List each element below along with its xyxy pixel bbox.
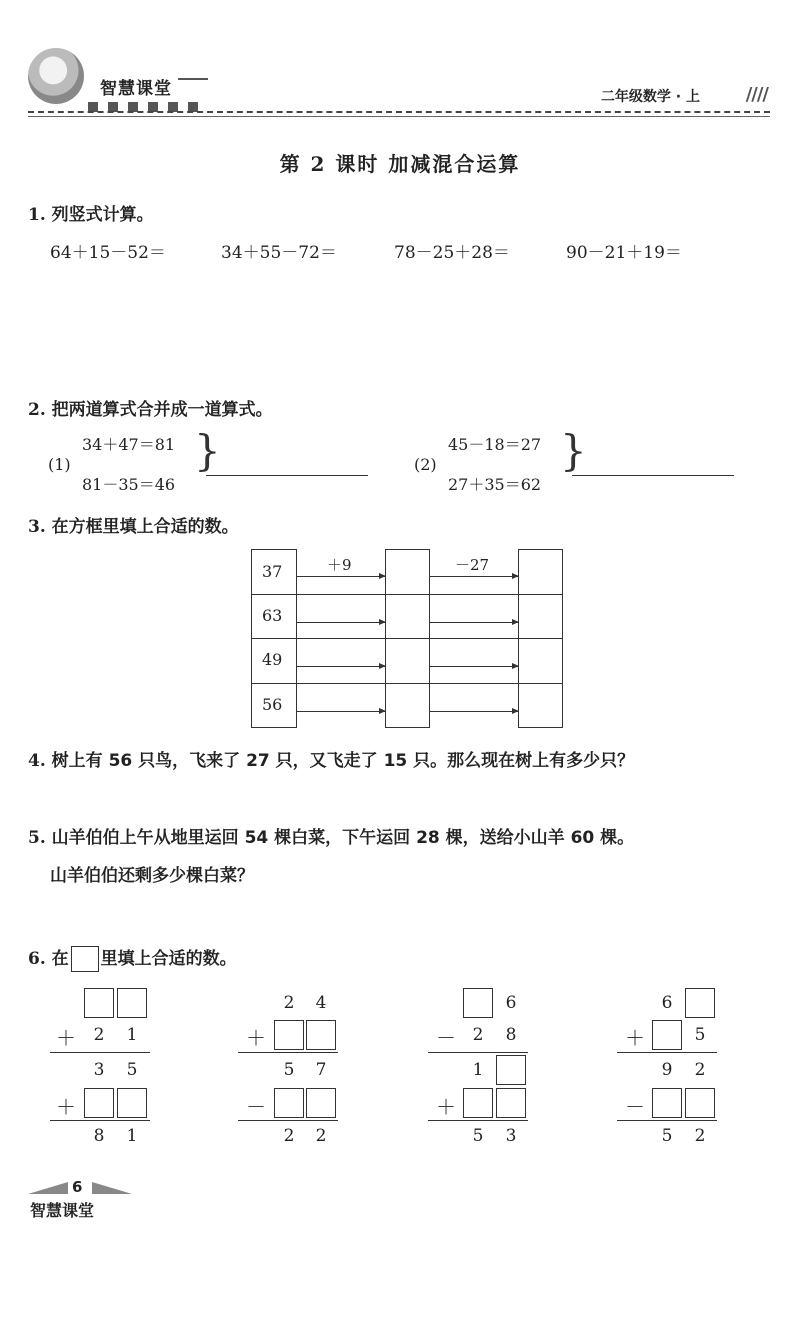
arrow-icon: [297, 622, 385, 623]
digit: 2: [93, 1025, 105, 1045]
arrow-icon: [297, 711, 385, 712]
digit: 1: [472, 1060, 484, 1080]
digit: 8: [93, 1126, 105, 1146]
digit: 3: [93, 1060, 105, 1080]
sum-line: [238, 1052, 338, 1053]
operator: ＋: [56, 1026, 76, 1050]
operator: －: [246, 1095, 266, 1119]
operator: －: [436, 1026, 456, 1050]
digit: 2: [315, 1126, 327, 1146]
answer-box[interactable]: [685, 988, 715, 1018]
answer-box[interactable]: [652, 1020, 682, 1050]
q2-part2-label: (2): [414, 455, 437, 474]
answer-box[interactable]: [496, 1055, 526, 1085]
digit: 5: [126, 1060, 138, 1080]
footer-brand: 智慧课堂: [30, 1201, 95, 1220]
arrow-icon: [297, 576, 385, 577]
q1-item-1: 64＋15－52＝: [50, 243, 166, 263]
sum-line: [50, 1052, 150, 1053]
digit: 7: [315, 1060, 327, 1080]
operator: ＋: [56, 1095, 76, 1119]
brand-name: 智慧课堂: [100, 79, 172, 99]
digit: 1: [126, 1126, 138, 1146]
sum-line: [428, 1052, 528, 1053]
q2-part2-eq1: 45－18＝27: [448, 435, 542, 454]
answer-box[interactable]: [117, 988, 147, 1018]
q2-part1-eq2: 81－35＝46: [82, 475, 176, 494]
answer-box[interactable]: [274, 1088, 304, 1118]
answer-box[interactable]: [84, 1088, 114, 1118]
q1-item-4: 90－21＋19＝: [566, 243, 682, 263]
answer-box[interactable]: [84, 988, 114, 1018]
operator: －: [625, 1095, 645, 1119]
question-5: 5. 山羊伯伯上午从地里运回 54 棵白菜，下午运回 28 棵，送给小山羊 60 棵。: [28, 828, 635, 848]
digit: 5: [472, 1126, 484, 1146]
q2-part2-eq2: 27＋35＝62: [448, 475, 542, 494]
question-6: 6. 在 里填上合适的数。: [28, 944, 237, 972]
answer-box[interactable]: [274, 1020, 304, 1050]
brace-icon: }: [194, 426, 221, 475]
arrow-icon: [178, 78, 208, 88]
arrow-icon: [430, 711, 518, 712]
answer-box[interactable]: [652, 1088, 682, 1118]
digit: 5: [283, 1060, 295, 1080]
digit: 2: [283, 993, 295, 1013]
digit: 4: [315, 993, 327, 1013]
sum-line: [238, 1120, 338, 1121]
decorative-slashes: ////: [745, 84, 768, 105]
start-value: 63: [262, 606, 283, 625]
arrow-icon: [430, 622, 518, 623]
digit: 8: [505, 1025, 517, 1045]
brace-icon: }: [560, 426, 587, 475]
operation-label: －27: [455, 556, 490, 574]
operator: ＋: [625, 1026, 645, 1050]
start-value: 49: [262, 650, 283, 669]
q1-item-2: 34＋55－72＝: [221, 243, 337, 263]
operator: ＋: [436, 1095, 456, 1119]
answer-box[interactable]: [463, 1088, 493, 1118]
question-5-line-2: 山羊伯伯还剩多少棵白菜？: [50, 866, 254, 886]
sum-line: [50, 1120, 150, 1121]
digit: 2: [283, 1126, 295, 1146]
digit: 6: [505, 993, 517, 1013]
header-divider-thin: [28, 116, 770, 117]
answer-box[interactable]: [496, 1088, 526, 1118]
sum-line: [617, 1052, 717, 1053]
digit: 1: [126, 1025, 138, 1045]
q2-part1-label: (1): [48, 455, 71, 474]
q2-part2-answer-line: [572, 475, 734, 476]
header-divider: [28, 111, 770, 113]
digit: 6: [661, 993, 673, 1013]
sample-box-icon: [71, 946, 99, 972]
digit: 5: [694, 1025, 706, 1045]
q2-part1-answer-line: [206, 475, 368, 476]
question-4: 4. 树上有 56 只鸟，飞来了 27 只，又飞走了 15 只。那么现在树上有多少只？: [28, 751, 635, 771]
answer-box[interactable]: [117, 1088, 147, 1118]
end-answer-column[interactable]: [518, 549, 563, 728]
digit: 2: [472, 1025, 484, 1045]
operation-label: ＋9: [327, 556, 352, 574]
lesson-title: 第 2 课时 加减混合运算: [279, 152, 521, 176]
start-value: 37: [262, 562, 283, 581]
page-number: 6: [72, 1178, 83, 1196]
start-value: 56: [262, 695, 283, 714]
page-header: [0, 0, 800, 120]
grade-subject-label: 二年级数学 · 上: [600, 89, 700, 105]
question-1: 1. 列竖式计算。: [28, 205, 154, 225]
digit: 9: [661, 1060, 673, 1080]
mascot-logo-icon: [28, 48, 84, 104]
arrow-icon: [430, 666, 518, 667]
sum-line: [428, 1120, 528, 1121]
question-2: 2. 把两道算式合并成一道算式。: [28, 400, 273, 420]
decorative-squares: [88, 97, 208, 116]
q1-item-3: 78－25＋28＝: [394, 243, 510, 263]
arrow-icon: [297, 666, 385, 667]
arrow-icon: [430, 576, 518, 577]
digit: 5: [661, 1126, 673, 1146]
digit: 2: [694, 1060, 706, 1080]
answer-box[interactable]: [306, 1020, 336, 1050]
answer-box[interactable]: [463, 988, 493, 1018]
sum-line: [617, 1120, 717, 1121]
digit: 2: [694, 1126, 706, 1146]
q2-part1-eq1: 34＋47＝81: [82, 435, 176, 454]
answer-box[interactable]: [306, 1088, 336, 1118]
digit: 3: [505, 1126, 517, 1146]
answer-box[interactable]: [685, 1088, 715, 1118]
middle-answer-column[interactable]: [385, 549, 430, 728]
question-3: 3. 在方框里填上合适的数。: [28, 517, 239, 537]
operator: ＋: [246, 1026, 266, 1050]
